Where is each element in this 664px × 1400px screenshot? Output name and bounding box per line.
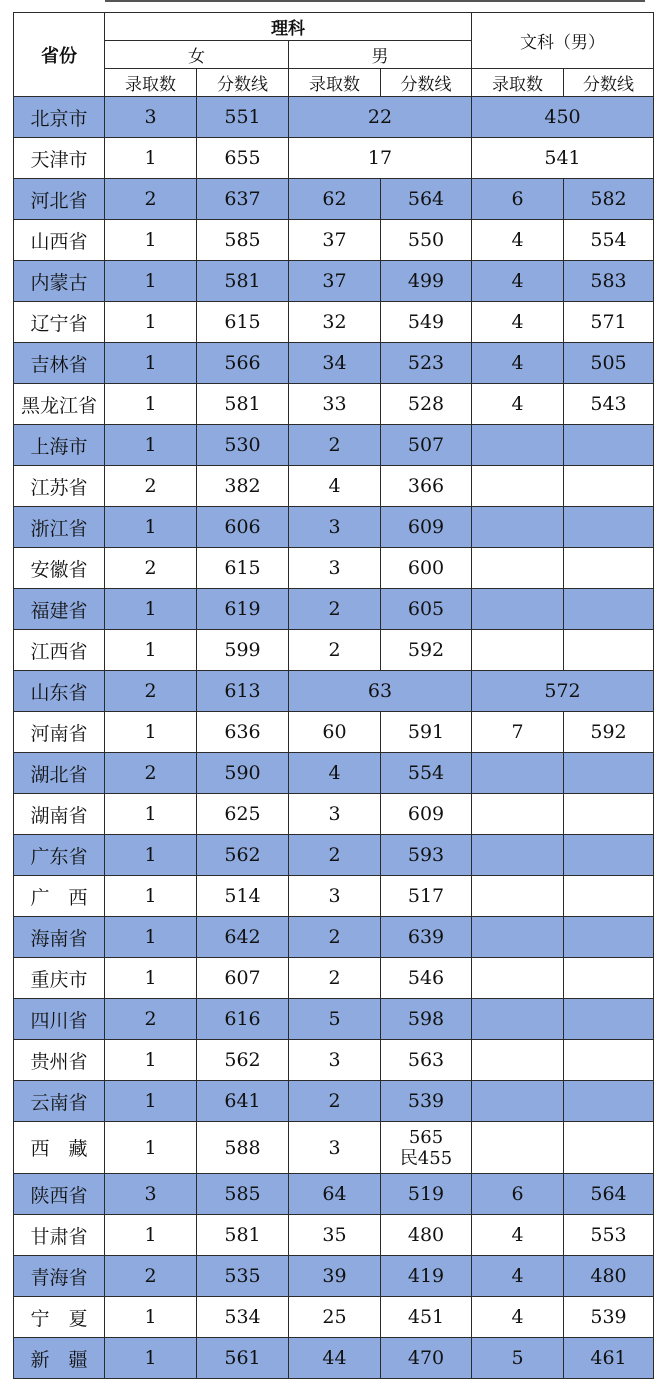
- table-row: [14, 343, 654, 384]
- liberal-count-cell: 4: [472, 261, 564, 302]
- female-count-cell: 3: [105, 97, 197, 138]
- liberal-score-cell: 554: [564, 220, 654, 261]
- table-row: [14, 999, 654, 1040]
- liberal-count-cell: [472, 753, 564, 794]
- male-count-cell: 3: [289, 876, 381, 917]
- liberal-score-cell: [564, 507, 654, 548]
- table-row: [14, 179, 654, 220]
- male-score-cell: 366: [381, 466, 472, 507]
- liberal-score-cell: [564, 1040, 654, 1081]
- female-score-cell: 625: [197, 794, 289, 835]
- header-cutoff: 分数线: [381, 69, 472, 97]
- liberal-count-cell: 7: [472, 712, 564, 753]
- province-cell: 辽宁省: [14, 302, 105, 343]
- liberal-score-cell: [564, 630, 654, 671]
- female-count-cell: 1: [105, 1215, 197, 1256]
- table-row: [14, 794, 654, 835]
- province-cell: 贵州省: [14, 1040, 105, 1081]
- table-row: [14, 548, 654, 589]
- male-count-cell: 4: [289, 466, 381, 507]
- male-count-cell: 35: [289, 1215, 381, 1256]
- female-count-cell: 1: [105, 876, 197, 917]
- liberal-score-cell: 582: [564, 179, 654, 220]
- liberal-score-cell: [564, 876, 654, 917]
- male-score-cell: 600: [381, 548, 472, 589]
- male-count-cell: 4: [289, 753, 381, 794]
- female-count-cell: 1: [105, 1338, 197, 1379]
- male-score-cell: 563: [381, 1040, 472, 1081]
- female-score-cell: 581: [197, 384, 289, 425]
- table-row: [14, 958, 654, 999]
- male-count-cell: 2: [289, 917, 381, 958]
- province-cell: 浙江省: [14, 507, 105, 548]
- male-merged-cell: 22: [289, 97, 472, 138]
- male-score-cell: 451: [381, 1297, 472, 1338]
- male-score-cell: 592: [381, 630, 472, 671]
- male-score-cell: 605: [381, 589, 472, 630]
- male-score-cell: 480: [381, 1215, 472, 1256]
- table-row: [14, 1174, 654, 1215]
- male-count-cell: 37: [289, 220, 381, 261]
- liberal-count-cell: 4: [472, 220, 564, 261]
- liberal-count-cell: [472, 794, 564, 835]
- province-cell: 福建省: [14, 589, 105, 630]
- liberal-count-cell: [472, 466, 564, 507]
- female-count-cell: 2: [105, 548, 197, 589]
- liberal-merged-cell: 450: [472, 97, 654, 138]
- male-score-value: 565: [408, 1126, 444, 1148]
- male-score-minority-value: 民455: [399, 1147, 453, 1169]
- table-row: [14, 917, 654, 958]
- liberal-merged-cell: 572: [472, 671, 654, 712]
- female-count-cell: 2: [105, 466, 197, 507]
- female-count-cell: 1: [105, 302, 197, 343]
- female-count-cell: 1: [105, 220, 197, 261]
- table-row: [14, 1122, 654, 1174]
- header-cutoff: 分数线: [564, 69, 654, 97]
- header-science: 理科: [105, 13, 472, 41]
- male-count-cell: 3: [289, 794, 381, 835]
- female-score-cell: 636: [197, 712, 289, 753]
- liberal-count-cell: 4: [472, 1215, 564, 1256]
- male-count-cell: 3: [289, 507, 381, 548]
- female-score-cell: 581: [197, 261, 289, 302]
- province-cell: 海南省: [14, 917, 105, 958]
- male-count-cell: 62: [289, 179, 381, 220]
- top-rule: [105, 0, 645, 8]
- province-cell: 西 藏: [14, 1122, 105, 1174]
- province-cell: 山东省: [14, 671, 105, 712]
- province-cell: 上海市: [14, 425, 105, 466]
- female-count-cell: 1: [105, 507, 197, 548]
- female-count-cell: 1: [105, 917, 197, 958]
- province-cell: 湖南省: [14, 794, 105, 835]
- liberal-count-cell: 6: [472, 179, 564, 220]
- liberal-score-cell: 505: [564, 343, 654, 384]
- province-cell: 陕西省: [14, 1174, 105, 1215]
- female-score-cell: 590: [197, 753, 289, 794]
- header-male: 男: [289, 41, 472, 69]
- table-row: [14, 261, 654, 302]
- table-row: [14, 876, 654, 917]
- male-merged-cell: 17: [289, 138, 472, 179]
- province-cell: 黑龙江省: [14, 384, 105, 425]
- liberal-score-cell: [564, 425, 654, 466]
- province-cell: 吉林省: [14, 343, 105, 384]
- province-cell: 新 疆: [14, 1338, 105, 1379]
- header-cutoff: 分数线: [197, 69, 289, 97]
- female-score-cell: 637: [197, 179, 289, 220]
- male-count-cell: 2: [289, 425, 381, 466]
- male-count-cell: 64: [289, 1174, 381, 1215]
- female-count-cell: 1: [105, 343, 197, 384]
- female-count-cell: 3: [105, 1174, 197, 1215]
- female-count-cell: 1: [105, 1040, 197, 1081]
- female-score-cell: 599: [197, 630, 289, 671]
- female-score-cell: 619: [197, 589, 289, 630]
- liberal-count-cell: [472, 876, 564, 917]
- liberal-count-cell: [472, 425, 564, 466]
- female-count-cell: 2: [105, 671, 197, 712]
- female-count-cell: 1: [105, 1122, 197, 1174]
- header-female: 女: [105, 41, 289, 69]
- table-row: [14, 1215, 654, 1256]
- province-cell: 内蒙古: [14, 261, 105, 302]
- male-score-cell: [381, 1122, 472, 1174]
- male-score-cell: 539: [381, 1081, 472, 1122]
- province-cell: 江西省: [14, 630, 105, 671]
- table-row: [14, 302, 654, 343]
- province-cell: 宁 夏: [14, 1297, 105, 1338]
- male-count-cell: 44: [289, 1338, 381, 1379]
- table-row: [14, 589, 654, 630]
- province-cell: 云南省: [14, 1081, 105, 1122]
- liberal-score-cell: 583: [564, 261, 654, 302]
- liberal-score-cell: [564, 1081, 654, 1122]
- female-score-cell: 585: [197, 1174, 289, 1215]
- province-cell: 山西省: [14, 220, 105, 261]
- female-score-cell: 585: [197, 220, 289, 261]
- female-score-cell: 642: [197, 917, 289, 958]
- female-count-cell: 1: [105, 589, 197, 630]
- table-row: [14, 630, 654, 671]
- female-score-cell: 561: [197, 1338, 289, 1379]
- table-row: [14, 1256, 654, 1297]
- female-count-cell: 1: [105, 794, 197, 835]
- province-cell: 河南省: [14, 712, 105, 753]
- liberal-score-cell: [564, 917, 654, 958]
- liberal-score-cell: 553: [564, 1215, 654, 1256]
- female-count-cell: 2: [105, 999, 197, 1040]
- liberal-score-cell: 571: [564, 302, 654, 343]
- male-score-cell: 519: [381, 1174, 472, 1215]
- table-row: [14, 507, 654, 548]
- liberal-count-cell: [472, 1040, 564, 1081]
- female-count-cell: 1: [105, 712, 197, 753]
- male-count-cell: 2: [289, 835, 381, 876]
- province-cell: 广东省: [14, 835, 105, 876]
- female-score-cell: 530: [197, 425, 289, 466]
- liberal-score-cell: [564, 466, 654, 507]
- male-score-cell: 639: [381, 917, 472, 958]
- female-score-cell: 616: [197, 999, 289, 1040]
- table-row: [14, 835, 654, 876]
- female-count-cell: 1: [105, 1297, 197, 1338]
- liberal-score-cell: [564, 753, 654, 794]
- female-score-cell: 588: [197, 1122, 289, 1174]
- liberal-count-cell: 4: [472, 384, 564, 425]
- female-score-cell: 382: [197, 466, 289, 507]
- liberal-score-cell: [564, 958, 654, 999]
- province-cell: 安徽省: [14, 548, 105, 589]
- liberal-score-cell: [564, 548, 654, 589]
- male-score-cell: 528: [381, 384, 472, 425]
- liberal-count-cell: [472, 1122, 564, 1174]
- liberal-count-cell: [472, 630, 564, 671]
- province-cell: 天津市: [14, 138, 105, 179]
- male-merged-cell: 63: [289, 671, 472, 712]
- liberal-count-cell: [472, 589, 564, 630]
- male-score-cell: 419: [381, 1256, 472, 1297]
- male-count-cell: 2: [289, 589, 381, 630]
- table-row: [14, 671, 654, 712]
- male-count-cell: 39: [289, 1256, 381, 1297]
- male-count-cell: 3: [289, 1122, 381, 1174]
- liberal-count-cell: 4: [472, 343, 564, 384]
- liberal-score-cell: 539: [564, 1297, 654, 1338]
- liberal-score-cell: 480: [564, 1256, 654, 1297]
- male-score-cell: 554: [381, 753, 472, 794]
- male-count-cell: 37: [289, 261, 381, 302]
- male-score-cell: 591: [381, 712, 472, 753]
- admission-score-table: [13, 12, 654, 1379]
- province-cell: 重庆市: [14, 958, 105, 999]
- table-row: [14, 425, 654, 466]
- male-count-cell: 3: [289, 548, 381, 589]
- female-count-cell: 1: [105, 630, 197, 671]
- male-score-cell: 564: [381, 179, 472, 220]
- female-score-cell: 534: [197, 1297, 289, 1338]
- female-count-cell: 1: [105, 958, 197, 999]
- male-score-cell: 507: [381, 425, 472, 466]
- male-count-cell: 32: [289, 302, 381, 343]
- header-province: 省份: [14, 13, 105, 97]
- province-cell: 湖北省: [14, 753, 105, 794]
- female-count-cell: 2: [105, 1256, 197, 1297]
- male-count-cell: 33: [289, 384, 381, 425]
- female-score-cell: 535: [197, 1256, 289, 1297]
- liberal-count-cell: [472, 917, 564, 958]
- female-score-cell: 566: [197, 343, 289, 384]
- liberal-score-cell: 564: [564, 1174, 654, 1215]
- table-row: [14, 1338, 654, 1379]
- liberal-count-cell: 5: [472, 1338, 564, 1379]
- liberal-count-cell: 6: [472, 1174, 564, 1215]
- male-score-cell: 517: [381, 876, 472, 917]
- liberal-count-cell: 4: [472, 302, 564, 343]
- header-admitted: 录取数: [472, 69, 564, 97]
- female-score-cell: 562: [197, 835, 289, 876]
- province-cell: 广 西: [14, 876, 105, 917]
- liberal-score-cell: 461: [564, 1338, 654, 1379]
- female-score-cell: 615: [197, 548, 289, 589]
- female-score-cell: 655: [197, 138, 289, 179]
- liberal-count-cell: 4: [472, 1297, 564, 1338]
- male-count-cell: 2: [289, 1081, 381, 1122]
- liberal-score-cell: [564, 1122, 654, 1174]
- table-row: [14, 220, 654, 261]
- table-row: [14, 1297, 654, 1338]
- liberal-count-cell: [472, 1081, 564, 1122]
- table-row: [14, 753, 654, 794]
- female-score-cell: 581: [197, 1215, 289, 1256]
- liberal-score-cell: [564, 589, 654, 630]
- male-score-cell: 550: [381, 220, 472, 261]
- male-count-cell: 60: [289, 712, 381, 753]
- male-score-cell: 549: [381, 302, 472, 343]
- liberal-score-cell: [564, 835, 654, 876]
- province-cell: 河北省: [14, 179, 105, 220]
- table-body: [14, 97, 654, 1379]
- province-cell: 江苏省: [14, 466, 105, 507]
- male-count-cell: 5: [289, 999, 381, 1040]
- male-score-cell: 598: [381, 999, 472, 1040]
- table-row: [14, 1040, 654, 1081]
- header-liberal-arts-male: 文科（男）: [472, 13, 654, 69]
- female-score-cell: 562: [197, 1040, 289, 1081]
- table-row: [14, 712, 654, 753]
- liberal-count-cell: [472, 835, 564, 876]
- male-count-cell: 34: [289, 343, 381, 384]
- female-score-cell: 615: [197, 302, 289, 343]
- liberal-count-cell: [472, 999, 564, 1040]
- male-count-cell: 2: [289, 630, 381, 671]
- table-row: [14, 1081, 654, 1122]
- female-score-cell: 613: [197, 671, 289, 712]
- liberal-score-cell: [564, 999, 654, 1040]
- table-row: [14, 466, 654, 507]
- male-score-cell: 609: [381, 507, 472, 548]
- male-count-cell: 3: [289, 1040, 381, 1081]
- table-row: [14, 97, 654, 138]
- liberal-count-cell: [472, 507, 564, 548]
- male-score-cell: 546: [381, 958, 472, 999]
- female-count-cell: 1: [105, 261, 197, 302]
- province-cell: 甘肃省: [14, 1215, 105, 1256]
- female-score-cell: 551: [197, 97, 289, 138]
- male-score-cell: 470: [381, 1338, 472, 1379]
- female-score-cell: 607: [197, 958, 289, 999]
- liberal-score-cell: 592: [564, 712, 654, 753]
- female-count-cell: 2: [105, 179, 197, 220]
- liberal-count-cell: 4: [472, 1256, 564, 1297]
- table-row: [14, 384, 654, 425]
- female-count-cell: 1: [105, 425, 197, 466]
- liberal-merged-cell: 541: [472, 138, 654, 179]
- liberal-score-cell: 543: [564, 384, 654, 425]
- male-score-cell: 499: [381, 261, 472, 302]
- female-score-cell: 514: [197, 876, 289, 917]
- female-count-cell: 1: [105, 1081, 197, 1122]
- province-cell: 北京市: [14, 97, 105, 138]
- female-count-cell: 1: [105, 384, 197, 425]
- female-count-cell: 1: [105, 138, 197, 179]
- female-score-cell: 606: [197, 507, 289, 548]
- male-count-cell: 2: [289, 958, 381, 999]
- province-cell: 四川省: [14, 999, 105, 1040]
- male-score-cell: 609: [381, 794, 472, 835]
- male-score-cell: 593: [381, 835, 472, 876]
- male-score-cell: 523: [381, 343, 472, 384]
- female-count-cell: 1: [105, 835, 197, 876]
- table-row: [14, 138, 654, 179]
- female-count-cell: 2: [105, 753, 197, 794]
- female-score-cell: 641: [197, 1081, 289, 1122]
- header-admitted: 录取数: [289, 69, 381, 97]
- liberal-score-cell: [564, 794, 654, 835]
- liberal-count-cell: [472, 548, 564, 589]
- liberal-count-cell: [472, 958, 564, 999]
- male-count-cell: 25: [289, 1297, 381, 1338]
- header-admitted: 录取数: [105, 69, 197, 97]
- province-cell: 青海省: [14, 1256, 105, 1297]
